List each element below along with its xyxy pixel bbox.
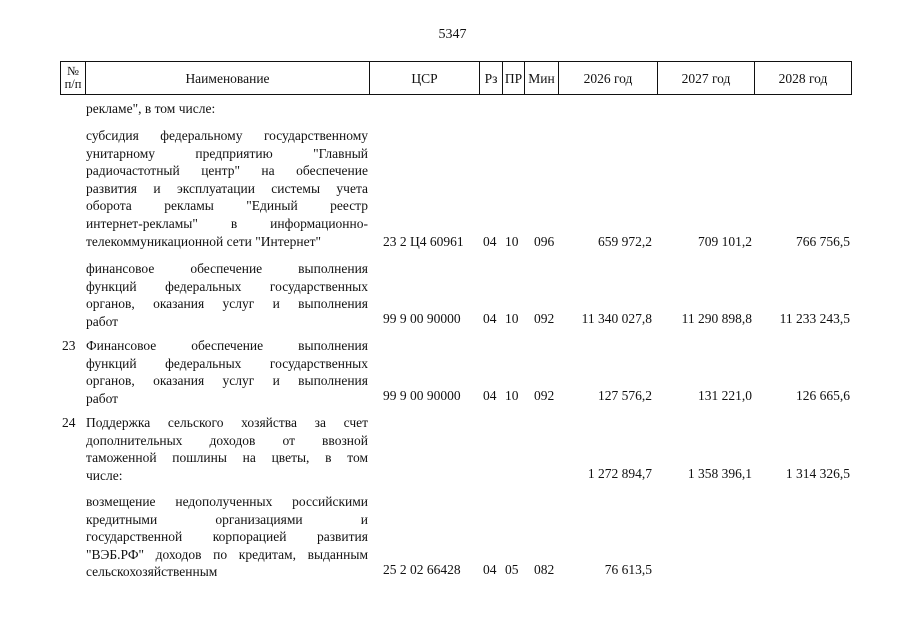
row-1-name — [86, 127, 368, 250]
row-1-2028: 766 756,5 — [796, 234, 850, 249]
row-2-2028: 11 233 243,5 — [779, 311, 850, 326]
page-number: 5347 — [438, 27, 467, 42]
row-5-name — [86, 493, 368, 581]
text-line: Финансовое обеспечение выполнения — [86, 338, 368, 353]
text-line: органов, оказания услуг и выполнения — [86, 296, 368, 312]
row-5-pr: 05 — [505, 562, 519, 577]
row-1-csr: 23 2 Ц4 60961 — [383, 234, 464, 249]
text-line: "ВЭБ.РФ" доходов по кредитам, выданным — [86, 546, 368, 562]
row-23-rz: 04 — [483, 388, 497, 403]
row-24-number: 24 — [62, 415, 76, 430]
text-line: таможенной пошлины на цветы, в том — [86, 450, 368, 466]
row-5-min: 082 — [534, 562, 555, 577]
text-line: субсидия федеральному государственному — [86, 128, 368, 143]
row-23-csr: 99 9 00 90000 — [383, 388, 461, 403]
row-5-2026: 76 613,5 — [604, 562, 652, 577]
row-2-min: 092 — [534, 311, 555, 326]
row-1-2027: 709 101,2 — [698, 234, 752, 249]
row-24-2027: 1 358 396,1 — [687, 466, 752, 481]
row-23-number: 23 — [62, 338, 76, 353]
row-continuation-text — [86, 100, 376, 118]
row-5-csr: 25 2 02 66428 — [383, 562, 461, 577]
row-2-csr: 99 9 00 90000 — [383, 311, 461, 326]
text-line: интернет-рекламы" в информационно- — [86, 215, 368, 231]
text-line: унитарному предприятию "Главный — [86, 145, 368, 161]
header-name: Наименование — [86, 61, 370, 95]
header-pr: ПР — [503, 61, 525, 95]
text-line: возмещение недополученных российскими — [86, 494, 368, 509]
text-line: дополнительных доходов от ввозной — [86, 432, 368, 448]
row-23-2026: 127 576,2 — [598, 388, 652, 403]
text-line: числе: — [86, 467, 123, 483]
header-2026: 2026 год — [559, 61, 658, 95]
text-line: телекоммуникационной сети "Интернет" — [86, 233, 322, 249]
text-line: функций федеральных государственных — [86, 355, 368, 371]
row-2-name — [86, 260, 368, 330]
header-2028: 2028 год — [755, 61, 852, 95]
text-line: радиочастотный центр" на обеспечение — [86, 163, 368, 179]
text-line: Поддержка сельского хозяйства за счет — [86, 415, 368, 430]
header-csr: ЦСР — [370, 61, 480, 95]
table-header — [60, 61, 852, 95]
row-24-name — [86, 414, 368, 484]
row-1-min: 096 — [534, 234, 555, 249]
text-line: развития и эксплуатации системы учета — [86, 180, 368, 196]
text-line: кредитными организациями и — [86, 511, 368, 527]
text-line: работ — [86, 390, 119, 406]
text-line: функций федеральных государственных — [86, 278, 368, 294]
row-23-2027: 131 221,0 — [698, 388, 752, 403]
row-24-2026: 1 272 894,7 — [587, 466, 652, 481]
row-2-pr: 10 — [505, 311, 519, 326]
row-23-pr: 10 — [505, 388, 519, 403]
row-2-2026: 11 340 027,8 — [581, 311, 652, 326]
row-24-2028: 1 314 326,5 — [785, 466, 850, 481]
row-2-rz: 04 — [483, 311, 497, 326]
header-rz: Рз — [480, 61, 503, 95]
header-num: № п/п — [60, 61, 86, 95]
row-5-rz: 04 — [483, 562, 497, 577]
row-1-pr: 10 — [505, 234, 519, 249]
row-1-2026: 659 972,2 — [598, 234, 652, 249]
row-2-2027: 11 290 898,8 — [681, 311, 752, 326]
text-line: государственной корпорацией развития — [86, 529, 368, 545]
text-line: оборота рекламы "Единый реестр — [86, 198, 368, 214]
text-line: рекламе", в том числе: — [86, 101, 216, 116]
row-1-rz: 04 — [483, 234, 497, 249]
row-23-min: 092 — [534, 388, 555, 403]
row-23-name — [86, 337, 368, 407]
text-line: сельскохозяйственным — [86, 564, 218, 580]
header-2027: 2027 год — [658, 61, 755, 95]
text-line: органов, оказания услуг и выполнения — [86, 373, 368, 389]
row-23-2028: 126 665,6 — [796, 388, 850, 403]
text-line: работ — [86, 313, 119, 329]
header-min: Мин — [525, 61, 559, 95]
text-line: финансовое обеспечение выполнения — [86, 261, 368, 276]
